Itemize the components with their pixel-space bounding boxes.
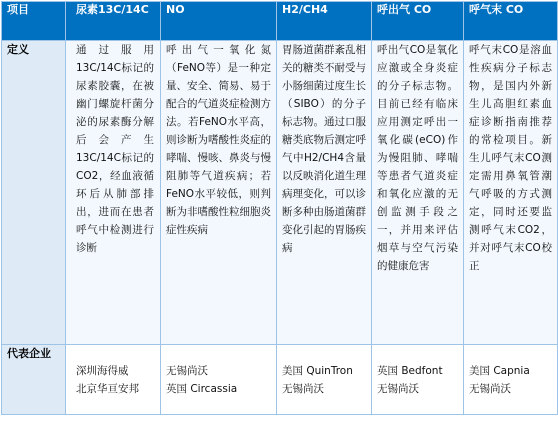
companies-no: 无锡尚沃 英国 Circassia bbox=[161, 345, 277, 415]
header-no: NO bbox=[161, 2, 277, 41]
header-row bbox=[2, 2, 558, 41]
companies-end-tidal-co: 美国 Capnia 无锡尚沃 bbox=[464, 345, 558, 415]
header-h2ch4: H2/CH4 bbox=[277, 2, 372, 41]
companies-exhaled-co: 英国 Bedfont 无锡尚沃 bbox=[372, 345, 464, 415]
row-label-companies: 代表企业 bbox=[2, 345, 66, 415]
definition-no: 呼出气一氧化氮（FeNO等）是一种定量、安全、简易、易于配合的气道炎症检测方法。若FeNO水平高，则诊断为嗜酸性炎症的哮喘、慢咳、鼻炎与慢阻肺等气道疾病；若FeNO水平较低，则判断为非嗜酸性粒细胞炎症性疾病 bbox=[161, 41, 277, 345]
companies-urea: 深圳海得威 北京华亘安邦 bbox=[66, 345, 161, 415]
comparison-table bbox=[1, 1, 558, 415]
definition-exhaled-co: 呼出气CO是氧化应激或全身炎症的分子标志物。目前已经有临床应用测定呼出一氧化碳(eCO)作为慢阻肺、哮喘等患者气道炎症和氧化应激的无创监测手段之一，并用来评估烟草与空气污染的健康危害 bbox=[372, 41, 464, 345]
header-item: 项目 bbox=[2, 2, 66, 41]
table-row-companies bbox=[2, 345, 558, 415]
header-end-tidal-co: 呼气末 CO bbox=[464, 2, 558, 41]
header-urea: 尿素13C/14C bbox=[66, 2, 161, 41]
header-exhaled-co: 呼出气 CO bbox=[372, 2, 464, 41]
definition-end-tidal-co: 呼气末CO是溶血性疾病分子标志物，是国内外新生儿高胆红素血症诊断指南推荐的常检项目。新生儿呼气末CO测定需用鼻氧管潮气呼吸的方式测定，同时还要监测呼气末CO2，并对呼气末CO校正 bbox=[464, 41, 558, 345]
row-label-definition: 定义 bbox=[2, 41, 66, 345]
table-row-definition bbox=[2, 41, 558, 345]
definition-h2ch4: 胃肠道菌群紊乱相关的糖类不耐受与小肠细菌过度生长（SIBO）的分子标志物。通过口服糖类底物后测定呼气中H2/CH4含量以反映消化道生理病理变化，可以诊断多种由肠道菌群变化引起的胃肠疾病 bbox=[277, 41, 372, 345]
definition-urea: 通过服用13C/14C标记的尿素胶囊，在被幽门螺旋杆菌分泌的尿素酶分解后会产生13C/14C标记的CO2，经血液循环后从肺部排出，进而在患者呼气中检测进行诊断 bbox=[66, 41, 161, 345]
companies-h2ch4: 美国 QuinTron 无锡尚沃 bbox=[277, 345, 372, 415]
